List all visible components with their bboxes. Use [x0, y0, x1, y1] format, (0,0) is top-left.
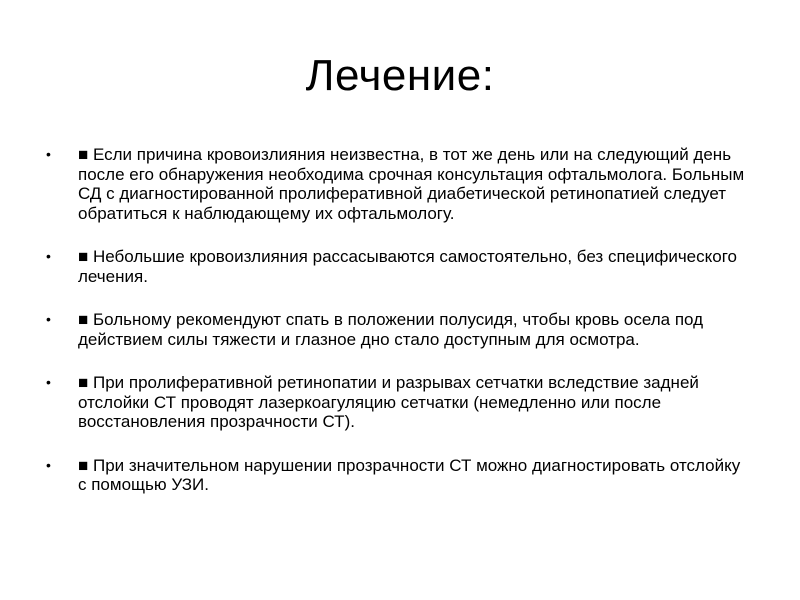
- bullet-dot-icon: •: [46, 311, 51, 327]
- bullet-dot-icon: •: [46, 248, 51, 264]
- slide-title: Лечение:: [305, 51, 495, 100]
- bullet-text: ■ При пролиферативной ретинопатии и разрывах сетчатки вследствие задней отслойки СТ проводят лазеркоагуляцию сетчатки (немедленно или после восстановления прозрачности СТ).: [78, 373, 699, 431]
- bullet-item: [46, 310, 746, 349]
- bullet-text: ■ Если причина кровоизлияния неизвестна, в тот же день или на следующий день после его обнаружения необходима срочная консультация офтальмолога. Больным СД с диагностированной пролиферативной диабетической ретинопатией следует обратиться к наблюдающему их офтальмологу.: [78, 145, 745, 223]
- bullet-item: [46, 145, 746, 223]
- bullet-list: [46, 145, 746, 519]
- bullet-text: ■ Больному рекомендуют спать в положении полусидя, чтобы кровь осела под действием силы тяжести и глазное дно стало доступным для осмотра.: [78, 310, 704, 349]
- bullet-text: ■ При значительном нарушении прозрачности СТ можно диагностировать отслойку с помощью УЗИ.: [78, 455, 741, 494]
- bullet-dot-icon: •: [46, 146, 51, 162]
- bullet-dot-icon: •: [46, 456, 51, 473]
- bullet-item: [46, 247, 746, 286]
- bullet-item: [46, 456, 746, 495]
- bullet-item: [46, 373, 746, 432]
- bullet-text: ■ Небольшие кровоизлияния рассасываются самостоятельно, без специфического лечения.: [78, 247, 737, 286]
- bullet-dot-icon: •: [46, 374, 51, 390]
